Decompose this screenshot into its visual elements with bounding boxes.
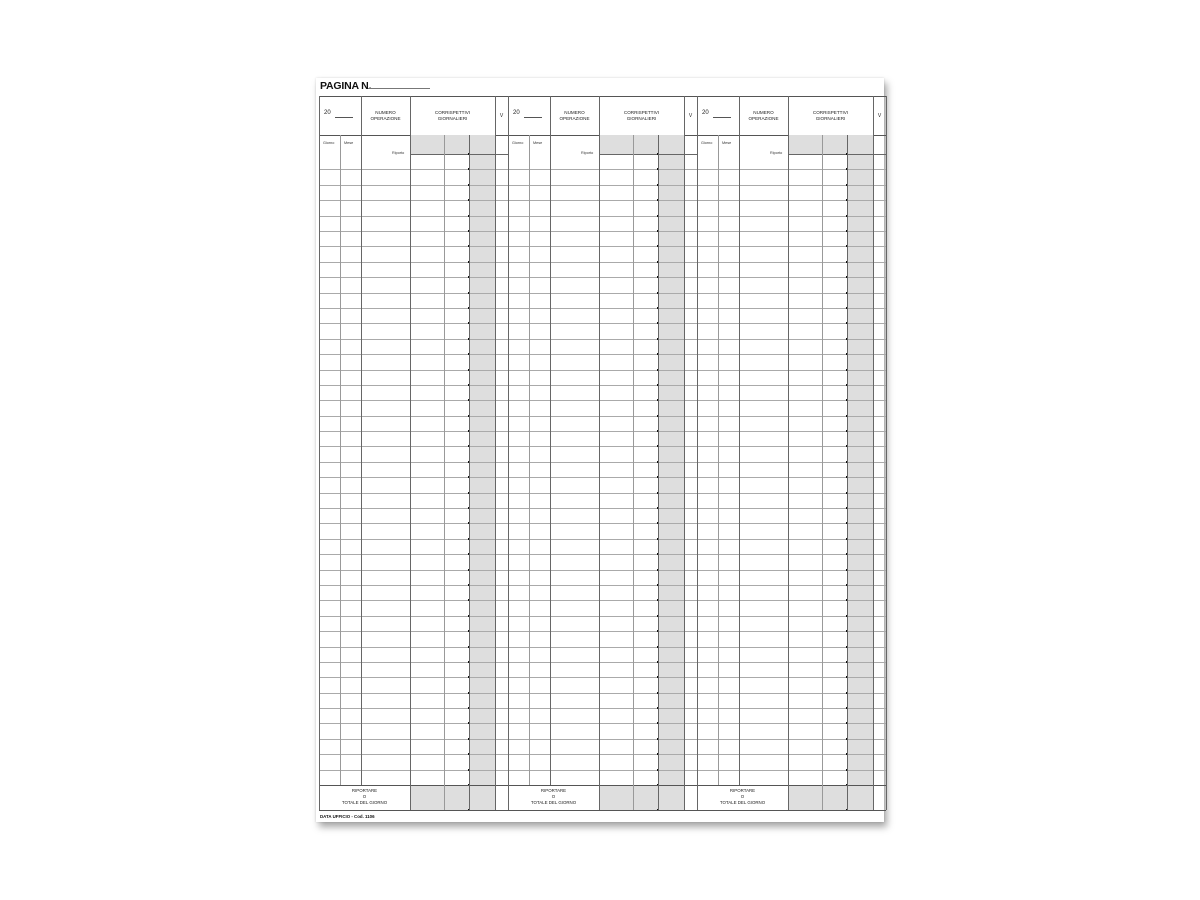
- column-divider: [319, 96, 320, 810]
- table-row-line: [697, 323, 886, 324]
- table-row-line: [508, 708, 697, 709]
- column-divider: [788, 96, 789, 810]
- table-row-line: [697, 200, 886, 201]
- table-row-line: [319, 631, 508, 632]
- total-shaded-cell: [599, 785, 684, 810]
- table-row-line: [508, 216, 697, 217]
- register-page: [316, 78, 884, 822]
- table-row-line: [319, 293, 508, 294]
- column-divider: [469, 135, 470, 810]
- table-row-line: [697, 523, 886, 524]
- table-row-line: [508, 462, 697, 463]
- year-label: 20: [324, 110, 331, 116]
- table-row-line: [319, 616, 508, 617]
- table-row-line: [508, 339, 697, 340]
- table-row-line: [319, 169, 508, 170]
- mese-header: Mese: [722, 141, 732, 145]
- table-row-line: [508, 493, 697, 494]
- table-row-line: [697, 462, 886, 463]
- footer-line-1: RIPORTARE: [540, 788, 567, 793]
- total-shaded-cell: [410, 785, 495, 810]
- column-divider: [508, 96, 509, 810]
- riporto-shaded-cell: [788, 135, 873, 154]
- register-section-3: [697, 96, 886, 811]
- total-shaded-cell: [788, 785, 873, 810]
- table-row-line: [697, 477, 886, 478]
- table-row-line: [508, 523, 697, 524]
- table-row-line: [508, 400, 697, 401]
- footer-label: [319, 788, 410, 806]
- table-row-line: [697, 770, 886, 771]
- column-divider: [361, 96, 362, 785]
- table-row-line: [508, 570, 697, 571]
- table-row-line: [508, 431, 697, 432]
- register-section-1: [319, 96, 508, 811]
- column-divider: [873, 96, 874, 810]
- table-row-line: [319, 216, 508, 217]
- table-row-line: [508, 585, 697, 586]
- table-row-line: [319, 231, 508, 232]
- column-divider: [495, 96, 496, 810]
- table-row-line: [319, 770, 508, 771]
- table-row-line: [697, 662, 886, 663]
- table-row-line: [697, 493, 886, 494]
- table-row-line: [508, 277, 697, 278]
- register-section-2: [508, 96, 697, 811]
- footer-line-2: O: [551, 794, 556, 799]
- column-divider: [739, 96, 740, 785]
- table-row-line: [508, 662, 697, 663]
- table-row-line: [508, 246, 697, 247]
- table-row-line: [697, 693, 886, 694]
- footer-line-1: RIPORTARE: [729, 788, 756, 793]
- numero-operazione-header: NUMERO OPERAZIONE: [559, 109, 590, 121]
- table-row-line: [319, 508, 508, 509]
- table-row-line: [697, 739, 886, 740]
- giorno-header: Giorno: [512, 141, 524, 145]
- table-row-line: [508, 231, 697, 232]
- riporto-shaded-cell: [599, 135, 684, 154]
- table-row-line: [508, 323, 697, 324]
- table-row-line: [319, 523, 508, 524]
- page-number-field[interactable]: [368, 88, 430, 89]
- table-row-line: [319, 493, 508, 494]
- table-row-line: [697, 570, 886, 571]
- corrispettivi-header: CORRISPETTIVI GIORNALIERI: [434, 109, 471, 121]
- table-row-line: [697, 231, 886, 232]
- riporto-line: [788, 154, 886, 155]
- column-divider: [410, 96, 411, 810]
- column-divider: [697, 96, 698, 810]
- table-row-line: [319, 446, 508, 447]
- cents-shaded-column: [847, 154, 873, 785]
- column-divider: [444, 135, 445, 810]
- year-label: 20: [513, 110, 520, 116]
- table-row-line: [508, 539, 697, 540]
- table-row-line: [319, 308, 508, 309]
- footer-line-2: O: [740, 794, 745, 799]
- table-row-line: [697, 246, 886, 247]
- divider: [319, 785, 508, 786]
- column-divider: [529, 135, 530, 785]
- table-row-line: [697, 416, 886, 417]
- cents-shaded-column: [658, 154, 684, 785]
- v-header: V: [499, 112, 504, 119]
- divider: [697, 810, 886, 811]
- numero-operazione-header: NUMERO OPERAZIONE: [748, 109, 779, 121]
- column-divider: [550, 96, 551, 785]
- riporto-line: [599, 154, 697, 155]
- table-row-line: [697, 169, 886, 170]
- table-row-line: [508, 616, 697, 617]
- table-row-line: [508, 631, 697, 632]
- riporto-label: Riporto: [392, 151, 405, 155]
- column-divider: [718, 135, 719, 785]
- table-row-line: [319, 462, 508, 463]
- table-row-line: [508, 169, 697, 170]
- footer-line-3: TOTALE DEL GIORNO: [341, 800, 388, 805]
- year-field[interactable]: [713, 117, 731, 118]
- table-row-line: [319, 754, 508, 755]
- table-row-line: [319, 246, 508, 247]
- table-row-line: [508, 354, 697, 355]
- table-row-line: [508, 416, 697, 417]
- table-row-line: [319, 739, 508, 740]
- table-row-line: [697, 277, 886, 278]
- year-label: 20: [702, 110, 709, 116]
- mese-header: Mese: [533, 141, 543, 145]
- divider: [319, 810, 508, 811]
- table-row-line: [508, 200, 697, 201]
- table-row-line: [697, 370, 886, 371]
- page-number-label: PAGINA N.: [320, 80, 372, 92]
- footer-label: [508, 788, 599, 806]
- table-row-line: [697, 385, 886, 386]
- table-row-line: [508, 185, 697, 186]
- column-divider: [599, 96, 600, 810]
- table-row-line: [508, 477, 697, 478]
- table-row-line: [319, 339, 508, 340]
- table-row-line: [319, 323, 508, 324]
- footer-line-1: RIPORTARE: [351, 788, 378, 793]
- year-field[interactable]: [524, 117, 542, 118]
- table-row-line: [508, 370, 697, 371]
- corrispettivi-header: CORRISPETTIVI GIORNALIERI: [812, 109, 849, 121]
- riporto-line: [410, 154, 508, 155]
- table-row-line: [319, 416, 508, 417]
- column-divider: [340, 135, 341, 785]
- footer-line-3: TOTALE DEL GIORNO: [530, 800, 577, 805]
- table-row-line: [319, 693, 508, 694]
- riporto-label: Riporto: [581, 151, 594, 155]
- table-row-line: [319, 570, 508, 571]
- form-code: DATA UFFICIO - Cod. 1106: [320, 814, 375, 819]
- table-row-line: [319, 185, 508, 186]
- table-row-line: [508, 647, 697, 648]
- table-row-line: [697, 600, 886, 601]
- table-row-line: [319, 262, 508, 263]
- cents-shaded-column: [469, 154, 495, 785]
- table-row-line: [697, 708, 886, 709]
- column-divider: [822, 135, 823, 810]
- table-row-line: [319, 677, 508, 678]
- table-row-line: [508, 554, 697, 555]
- table-row-line: [508, 446, 697, 447]
- table-row-line: [508, 293, 697, 294]
- table-row-line: [319, 354, 508, 355]
- table-row-line: [508, 739, 697, 740]
- table-row-line: [697, 446, 886, 447]
- table-row-line: [319, 723, 508, 724]
- v-header: V: [877, 112, 882, 119]
- table-row-line: [319, 585, 508, 586]
- footer-line-2: O: [362, 794, 367, 799]
- table-row-line: [697, 631, 886, 632]
- table-row-line: [508, 600, 697, 601]
- v-header: V: [688, 112, 693, 119]
- table-row-line: [697, 185, 886, 186]
- corrispettivi-header: CORRISPETTIVI GIORNALIERI: [623, 109, 660, 121]
- table-row-line: [697, 539, 886, 540]
- divider: [697, 785, 886, 786]
- table-row-line: [697, 400, 886, 401]
- table-row-line: [319, 277, 508, 278]
- column-divider: [658, 135, 659, 810]
- table-row-line: [697, 308, 886, 309]
- table-row-line: [319, 554, 508, 555]
- table-row-line: [697, 339, 886, 340]
- table-row-line: [319, 385, 508, 386]
- table-row-line: [508, 508, 697, 509]
- table-row-line: [697, 647, 886, 648]
- table-row-line: [697, 216, 886, 217]
- table-row-line: [697, 554, 886, 555]
- table-row-line: [508, 385, 697, 386]
- table-row-line: [319, 600, 508, 601]
- table-row-line: [319, 662, 508, 663]
- column-divider: [684, 96, 685, 810]
- table-row-line: [697, 677, 886, 678]
- table-row-line: [697, 508, 886, 509]
- riporto-shaded-cell: [410, 135, 495, 154]
- table-row-line: [319, 477, 508, 478]
- divider: [508, 785, 697, 786]
- column-divider: [633, 135, 634, 810]
- divider: [508, 810, 697, 811]
- table-row-line: [319, 647, 508, 648]
- table-row-line: [508, 262, 697, 263]
- numero-operazione-header: NUMERO OPERAZIONE: [370, 109, 401, 121]
- table-row-line: [697, 262, 886, 263]
- table-row-line: [319, 200, 508, 201]
- riporto-label: Riporto: [770, 151, 783, 155]
- table-row-line: [508, 754, 697, 755]
- table-row-line: [508, 677, 697, 678]
- table-row-line: [319, 370, 508, 371]
- table-row-line: [319, 539, 508, 540]
- table-row-line: [697, 431, 886, 432]
- column-divider: [886, 96, 887, 810]
- footer-label: [697, 788, 788, 806]
- table-row-line: [319, 400, 508, 401]
- table-row-line: [508, 770, 697, 771]
- table-row-line: [508, 723, 697, 724]
- giorno-header: Giorno: [701, 141, 713, 145]
- table-row-line: [319, 708, 508, 709]
- footer-line-3: TOTALE DEL GIORNO: [719, 800, 766, 805]
- mese-header: Mese: [344, 141, 354, 145]
- table-row-line: [319, 431, 508, 432]
- giorno-header: Giorno: [323, 141, 335, 145]
- column-divider: [847, 135, 848, 810]
- table-row-line: [508, 308, 697, 309]
- table-row-line: [697, 585, 886, 586]
- table-row-line: [697, 354, 886, 355]
- table-row-line: [508, 693, 697, 694]
- year-field[interactable]: [335, 117, 353, 118]
- table-row-line: [697, 754, 886, 755]
- table-row-line: [697, 616, 886, 617]
- table-row-line: [697, 293, 886, 294]
- table-row-line: [697, 723, 886, 724]
